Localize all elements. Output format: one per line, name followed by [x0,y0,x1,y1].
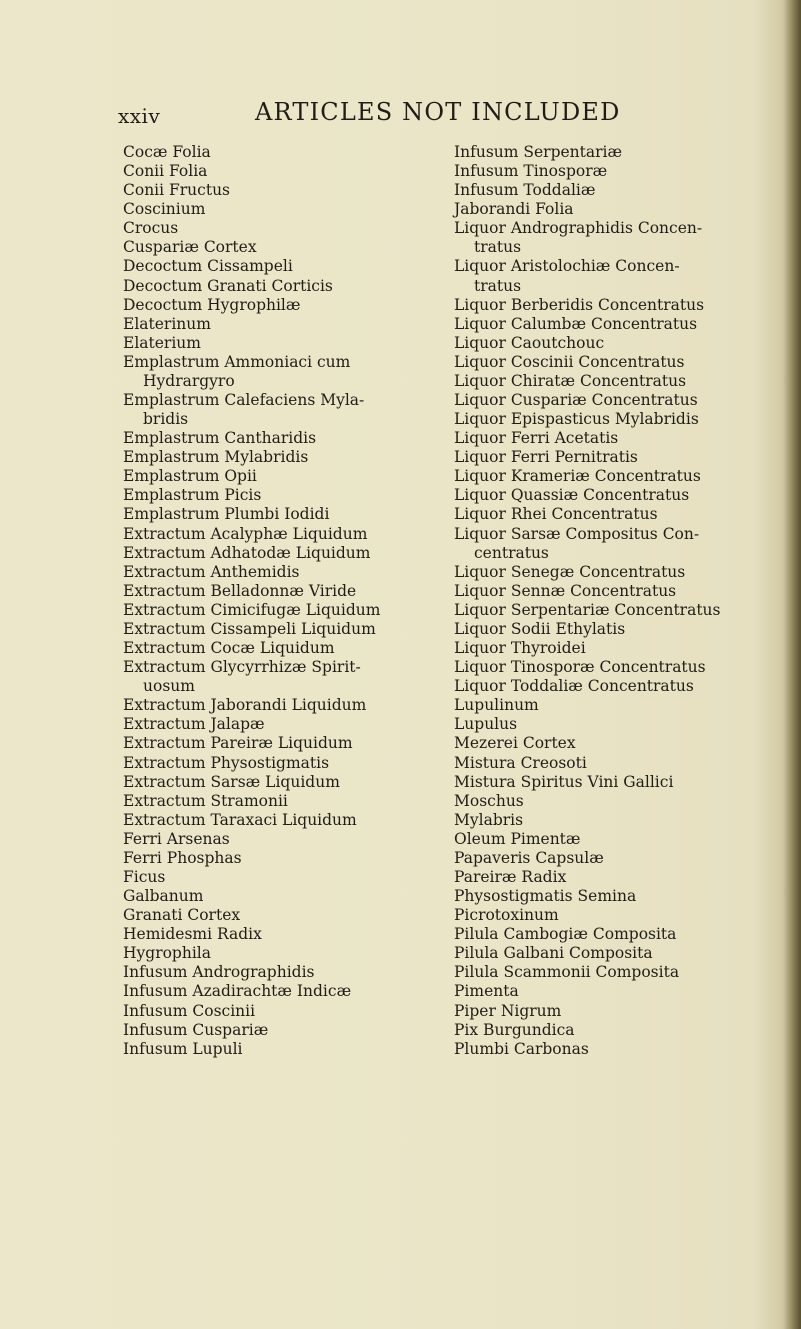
index-entry: Mezerei Cortex [454,734,576,753]
index-entry: Liquor Serpentariæ Concentratus [454,600,721,619]
index-entry: Extractum Stramonii [123,791,288,810]
index-entry: bridis [143,410,189,429]
index-entry: Infusum Serpentariæ [454,143,623,161]
index-entry: Pilula Galbani Composita [454,944,653,963]
index-entry: Liquor Senegæ Concentratus [454,562,686,581]
index-entry: Cocæ Folia [123,143,211,161]
page-edge-shadow [783,0,801,1329]
index-entry: Coscinium [123,200,206,219]
right-column [454,143,721,1059]
index-entry: Liquor Thyroidei [454,639,586,658]
index-entry: Moschus [454,791,524,810]
index-entry: Liquor Ferri Acetatis [454,429,619,448]
index-entry: Extractum Physostigmatis [123,753,330,772]
index-entry: Extractum Taraxaci Liquidum [123,810,357,829]
index-entry: Extractum Cimicifugæ Liquidum [123,600,381,619]
index-entry: Emplastrum Cantharidis [123,429,317,448]
index-entry: Conii Fructus [123,181,231,200]
index-entry: Hydrargyro [143,371,235,390]
index-entry: Liquor Cuspariæ Concentratus [454,391,698,410]
index-entry: Liquor Berberidis Concentratus [454,295,705,314]
index-entry: Extractum Jaborandi Liquidum [123,696,367,715]
index-entry: Ficus [123,867,166,886]
index-entry: Granati Cortex [123,906,241,925]
index-entry: Emplastrum Calefaciens Myla- [123,391,365,410]
index-entry: Liquor Sennæ Concentratus [454,581,677,600]
index-entry: Papaveris Capsulæ [454,848,604,867]
index-entry: uosum [143,677,195,696]
index-entry: Extractum Pareiræ Liquidum [123,734,353,753]
index-entry: Decoctum Granati Corticis [123,276,333,295]
index-entry: Extractum Anthemidis [123,562,300,581]
index-entry: Piper Nigrum [454,1001,562,1020]
index-entry: Liquor Caoutchouc [454,333,605,352]
index-entry: Ferri Arsenas [123,829,230,848]
index-entry: Liquor Ferri Pernitratis [454,448,638,467]
index-entry: Jaborandi Folia [454,200,574,219]
index-entry: Liquor Epispasticus Mylabridis [454,410,699,429]
index-entry: Liquor Sarsæ Compositus Con- [454,524,700,543]
index-entry: Pilula Scammonii Composita [454,963,680,982]
index-entry: Lupulinum [454,696,539,715]
index-entry: tratus [474,276,522,295]
index-entry: Liquor Sodii Ethylatis [454,619,626,638]
index-entry: Lupulus [454,715,518,734]
index-entry: Mylabris [454,810,524,829]
index-entry: Hygrophila [123,944,211,963]
index-entry: Plumbi Carbonas [454,1039,589,1058]
index-entry: Liquor Andrographidis Concen- [454,219,703,238]
index-entry: Emplastrum Picis [123,486,262,505]
index-entry: Infusum Toddaliæ [454,181,596,200]
index-entry: Pilula Cambogiæ Composita [454,925,677,944]
index-entry: Infusum Lupuli [123,1039,243,1058]
index-entry: Mistura Creosoti [454,753,587,772]
index-entry: Decoctum Cissampeli [123,257,293,276]
index-entry: Infusum Azadirachtæ Indicæ [123,982,352,1001]
index-entry: Mistura Spiritus Vini Gallici [454,772,674,791]
running-head: ARTICLES NOT INCLUDED [255,98,621,126]
page-number: xxiv [118,104,161,128]
index-entry: Extractum Cissampeli Liquidum [123,619,376,638]
index-entry: Extractum Cocæ Liquidum [123,639,335,658]
index-entry: Liquor Toddaliæ Concentratus [454,677,694,696]
index-entry: Pimenta [454,982,519,1001]
index-entry: Hemidesmi Radix [123,925,262,944]
index-entry: Extractum Acalyphæ Liquidum [123,524,368,543]
index-entry: Infusum Coscinii [123,1001,256,1020]
index-entry: Liquor Calumbæ Concentratus [454,314,698,333]
index-entry: Emplastrum Plumbi Iodidi [123,505,330,524]
index-entry: Infusum Cuspariæ [123,1020,269,1039]
index-entry: Picrotoxinum [454,906,559,925]
index-entry: Emplastrum Mylabridis [123,448,309,467]
index-entry: Galbanum [123,887,204,906]
index-entry: Conii Folia [123,162,208,181]
index-entry: Infusum Tinosporæ [454,162,608,181]
index-entry: Physostigmatis Semina [454,887,637,906]
index-entry: tratus [474,238,522,257]
index-entry: Liquor Quassiæ Concentratus [454,486,690,505]
index-entry: Emplastrum Ammoniaci cum [123,352,351,371]
index-entry: Extractum Glycyrrhizæ Spirit- [123,658,361,677]
index-entry: Elaterium [123,333,201,352]
index-entry: Liquor Chiratæ Concentratus [454,371,687,390]
index-entry: Extractum Sarsæ Liquidum [123,772,340,791]
index-entry: Extractum Adhatodæ Liquidum [123,543,371,562]
index-entry: Cuspariæ Cortex [123,238,257,257]
index-entry: Emplastrum Opii [123,467,257,486]
index-entry: Liquor Rhei Concentratus [454,505,658,524]
index-entry: Infusum Andrographidis [123,963,315,982]
index-entry: Pix Burgundica [454,1020,575,1039]
index-entry: Liquor Tinosporæ Concentratus [454,658,706,677]
left-column [123,143,380,1059]
index-entry: Extractum Jalapæ [123,715,265,734]
index-entry: Decoctum Hygrophilæ [123,295,301,314]
index-entry: Liquor Krameriæ Concentratus [454,467,701,486]
index-entry: Liquor Aristolochiæ Concen- [454,257,680,276]
index-entry: Pareiræ Radix [454,867,567,886]
index-entry: Oleum Pimentæ [454,829,581,848]
index-entry: Liquor Coscinii Concentratus [454,352,685,371]
index-entry: Crocus [123,219,179,238]
index-entry: Ferri Phosphas [123,848,242,867]
index-entry: Elaterinum [123,314,211,333]
index-entry: Extractum Belladonnæ Viride [123,581,357,600]
index-entry: centratus [474,543,549,562]
